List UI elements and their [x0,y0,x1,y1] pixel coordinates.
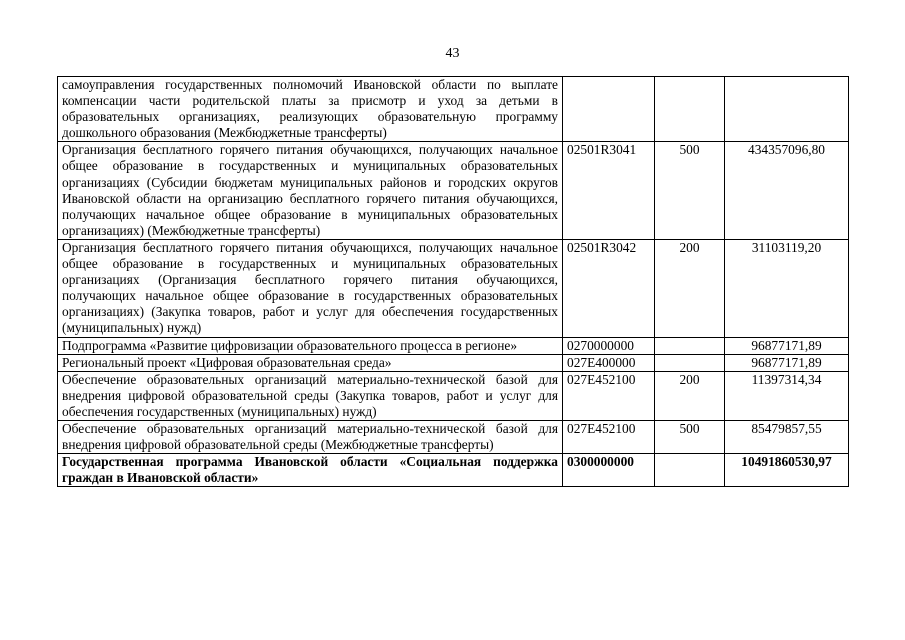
row-name-cell: Обеспечение образовательных организаций материально-технической базой для внедрения цифровой образовательной среды (Межбюджетные трансферты) [58,420,563,453]
row-code-cell [563,77,655,142]
row-name-cell: самоуправления государственных полномочий Ивановской области по выплате компенсации части родительской платы за присмотр и уход за детьми в образовательных организациях, реализующих образовательную программу дошкольного образования (Межбюджетные трансферты) [58,77,563,142]
row-code-cell: 027E400000 [563,354,655,371]
table-row [58,371,849,420]
table-row [58,420,849,453]
row-type-cell [655,454,725,487]
row-name-cell: Подпрограмма «Развитие цифровизации образовательного процесса в регионе» [58,337,563,354]
table-row [58,454,849,487]
budget-table-body [58,77,849,487]
table-row [58,77,849,142]
row-name-cell: Государственная программа Ивановской области «Социальная поддержка граждан в Ивановской области» [58,454,563,487]
row-code-cell: 0270000000 [563,337,655,354]
row-type-cell [655,337,725,354]
row-code-cell: 027E452100 [563,371,655,420]
budget-table [57,76,849,487]
row-amount-cell: 85479857,55 [725,420,849,453]
row-code-cell: 027E452100 [563,420,655,453]
row-code-cell: 0300000000 [563,454,655,487]
row-amount-cell: 434357096,80 [725,142,849,240]
row-name-cell: Организация бесплатного горячего питания обучающихся, получающих начальное общее образование в государственных и муниципальных образовательных организациях (Субсидии бюджетам муниципальных районов и городских округов Ивановской области на организацию бесплатного горячего питания обучающихся, получающих начальное общее образование в муниципальных образовательных организациях) (Межбюджетные трансферты) [58,142,563,240]
row-amount-cell: 31103119,20 [725,239,849,337]
row-code-cell: 02501R3041 [563,142,655,240]
row-name-cell: Региональный проект «Цифровая образовательная среда» [58,354,563,371]
row-amount-cell: 96877171,89 [725,354,849,371]
table-row [58,239,849,337]
table-row [58,142,849,240]
table-row [58,354,849,371]
table-row [58,337,849,354]
row-amount-cell: 10491860530,97 [725,454,849,487]
row-type-cell: 500 [655,420,725,453]
row-amount-cell: 11397314,34 [725,371,849,420]
row-type-cell: 200 [655,239,725,337]
row-type-cell: 500 [655,142,725,240]
row-type-cell [655,77,725,142]
row-name-cell: Обеспечение образовательных организаций материально-технической базой для внедрения цифровой образовательной среды (Закупка товаров, работ и услуг для обеспечения государственных (муниципальных) нужд) [58,371,563,420]
row-type-cell [655,354,725,371]
row-amount-cell: 96877171,89 [725,337,849,354]
row-code-cell: 02501R3042 [563,239,655,337]
row-amount-cell [725,77,849,142]
page-number: 43 [445,46,460,61]
row-type-cell: 200 [655,371,725,420]
row-name-cell: Организация бесплатного горячего питания обучающихся, получающих начальное общее образование в государственных и муниципальных образовательных организациях (Организация бесплатного горячего питания обучающихся, получающих начальное общее образование в государственных образовательных организациях) (Закупка товаров, работ и услуг для обеспечения государственных (муниципальных) нужд) [58,239,563,337]
